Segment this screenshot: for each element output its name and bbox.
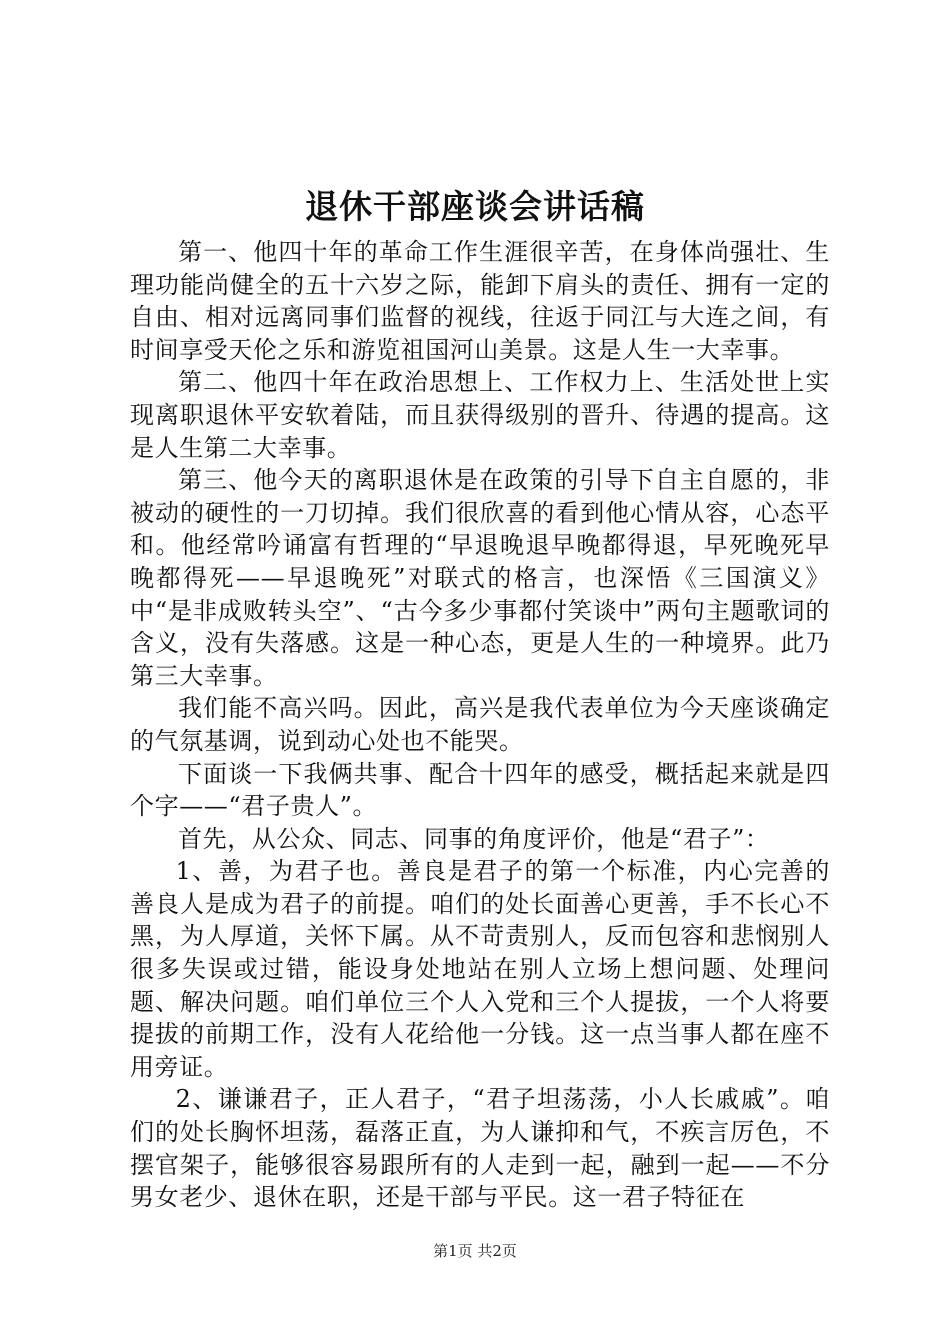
document-body [130, 236, 830, 1214]
paragraph-3: 第三、他今天的离职退休是在政策的引导下自主自愿的，非被动的硬性的一刀切掉。我们很欣喜的看到他心情从容，心态平和。他经常吟诵富有哲理的“早退晚退早晚都得退，早死晚死早晚都得死——早退晚死”对联式的格言，也深悟《三国演义》中“是非成败转头空”、“古今多少事都付笑谈中”两句主题歌词的含义，没有失落感。这是一种心态，更是人生的一种境界。此乃第三大幸事。 [130, 466, 830, 690]
document-title: 退休干部座谈会讲话稿 [305, 187, 645, 226]
paragraph-1: 第一、他四十年的革命工作生涯很辛苦，在身体尚强壮、生理功能尚健全的五十六岁之际，能卸下肩头的责任、拥有一定的自由、相对远离同事们监督的视线，往返于同江与大连之间，有时间享受天伦之乐和游览祖国河山美景。这是人生一大幸事。 [130, 238, 830, 364]
paragraph-5: 下面谈一下我俩共事、配合十四年的感受，概括起来就是四个字——“君子贵人”。 [130, 759, 830, 821]
paragraph-2: 第二、他四十年在政治思想上、工作权力上、生活处世上实现离职退休平安软着陆，而且获得级别的晋升、待遇的提高。这是人生第二大幸事。 [130, 368, 830, 462]
paragraph-6: 首先，从公众、同志、同事的角度评价，他是“君子”： [178, 824, 770, 853]
paragraph-4: 我们能不高兴吗。因此，高兴是我代表单位为今天座谈确定的气氛基调，说到动心处也不能哭。 [130, 694, 830, 755]
paragraph-8: 2、谦谦君子，正人君子，“君子坦荡荡，小人长戚戚”。咱们的处长胸怀坦荡，磊落正直，为人谦抑和气，不疾言厉色，不摆官架子，能够很容易跟所有的人走到一起，融到一起——不分男女老少、退休在职，还是干部与平民。这一君子特征在 [130, 1085, 830, 1212]
paragraph-7: 1、善，为君子也。善良是君子的第一个标准，内心完善的善良人是成为君子的前提。咱们的处长面善心更善，手不长心不黑，为人厚道，关怀下属。从不苛责别人，反而包容和悲悯别人很多失误或过错，能设身处地站在别人立场上想问题、处理问题、解决问题。咱们单位三个人入党和三个人提拔，一个人将要提拔的前期工作，没有人花给他一分钱。这一点当事人都在座不用旁证。 [130, 857, 830, 1081]
page-footer: 第1页 共2页 [433, 1242, 517, 1260]
